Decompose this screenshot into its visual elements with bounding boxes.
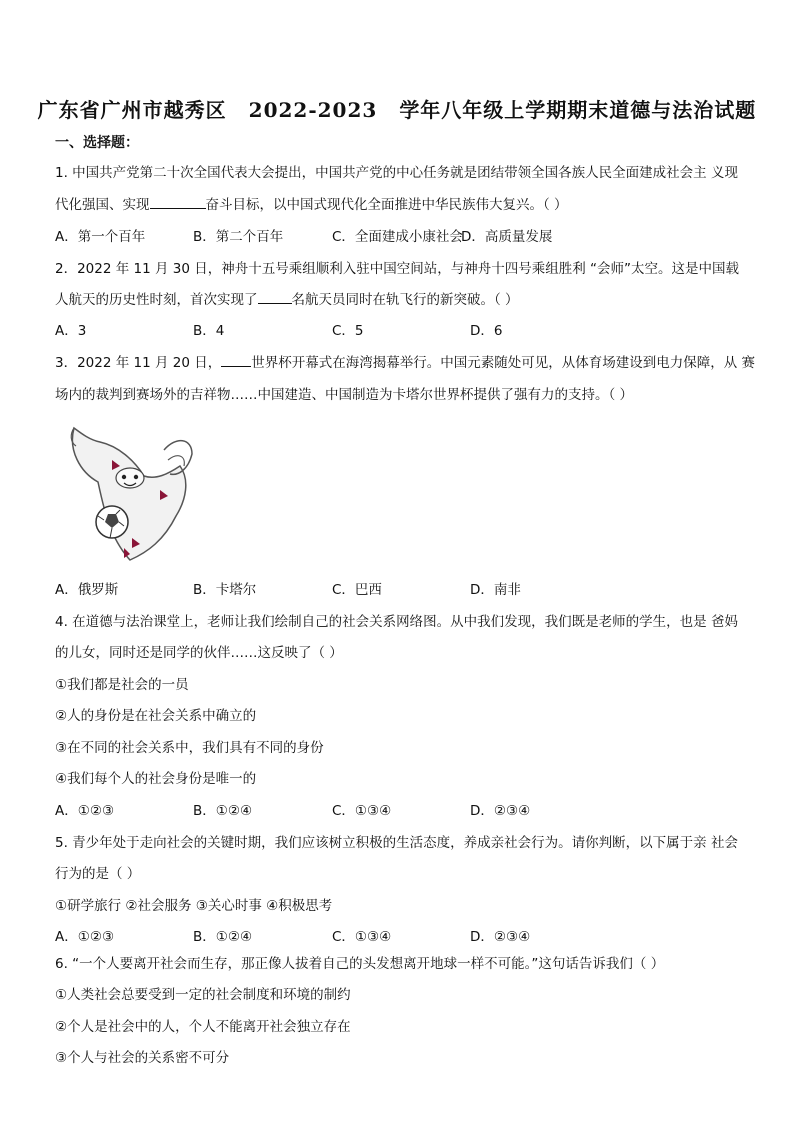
q3-option-a[interactable]: A．俄罗斯 <box>55 582 119 598</box>
page-title <box>0 94 794 123</box>
q1-option-c[interactable]: C．全面建成小康社会 <box>332 229 463 245</box>
q2-option-d[interactable]: D．6 <box>470 323 503 339</box>
q6-line-1: 6. “一个人要离开社会而生存，那正像人拔着自己的头发想离开地球一样不可能。”这句话告诉我们（ ） <box>55 956 665 972</box>
title-region: 广东省广州市越秀区 <box>37 98 227 122</box>
q5-option-b[interactable]: B．①②④ <box>193 929 253 945</box>
q1-text-before-blank: 代化强国、实现 <box>55 197 150 213</box>
q4-line-1: 4. 在道德与法治课堂上，老师让我们绘制自己的社会关系网络图。从中我们发现，我们既是老师的学生，也是 爸妈 <box>55 614 738 630</box>
title-year: 2022-2023 <box>248 98 378 122</box>
q2-option-b[interactable]: B．4 <box>193 323 225 339</box>
q4-options <box>55 802 735 820</box>
q2-line-2 <box>55 291 735 309</box>
q3-text-after-blank: 世界杯开幕式在海湾揭幕举行。中国元素随处可见，从体育场建设到电力保障，从 赛 <box>251 355 756 371</box>
q4-option-a[interactable]: A．①②③ <box>55 803 115 819</box>
q1-line-2 <box>55 196 735 214</box>
q3-option-b[interactable]: B．卡塔尔 <box>193 582 257 598</box>
q4-option-d[interactable]: D．②③④ <box>470 803 531 819</box>
q3-option-c[interactable]: C．巴西 <box>332 582 382 598</box>
q1-option-b[interactable]: B．第二个百年 <box>193 229 284 245</box>
q4-statement-1: ①我们都是社会的一员 <box>55 677 189 693</box>
q2-options <box>55 322 735 340</box>
q5-options <box>55 928 735 946</box>
q4-statement-2: ②人的身份是在社会关系中确立的 <box>55 708 257 724</box>
q2-line-1: 2．2022 年 11 月 30 日，神舟十五号乘组顺利入驻中国空间站，与神舟十四号乘组胜利 “会师”太空。这是中国载 <box>55 261 740 277</box>
q3-option-d[interactable]: D．南非 <box>470 582 521 598</box>
q5-option-a[interactable]: A．①②③ <box>55 929 115 945</box>
q2-option-a[interactable]: A．3 <box>55 323 87 339</box>
q2-blank <box>258 291 292 304</box>
q3-line-2: 场内的裁判到赛场外的吉祥物……中国建造、中国制造为卡塔尔世界杯提供了强有力的支持。（ ） <box>55 387 634 403</box>
q2-option-c[interactable]: C．5 <box>332 323 364 339</box>
section-heading: 一、选择题： <box>55 135 139 151</box>
q5-line-2: 行为的是（ ） <box>55 866 141 882</box>
q4-option-b[interactable]: B．①②④ <box>193 803 253 819</box>
q3-line-1 <box>55 354 756 372</box>
q4-statement-4: ④我们每个人的社会身份是唯一的 <box>55 771 257 787</box>
q1-options <box>55 228 735 246</box>
q6-statement-3: ③个人与社会的关系密不可分 <box>55 1050 230 1066</box>
q1-text-after-blank: 奋斗目标，以中国式现代化全面推进中华民族伟大复兴。（ ） <box>205 197 568 213</box>
q4-line-2: 的儿女，同时还是同学的伙伴……这反映了（ ） <box>55 645 343 661</box>
q3-blank <box>221 354 251 367</box>
q2-text-after-blank: 名航天员同时在轨飞行的新突破。（ ） <box>291 292 519 308</box>
q1-option-d[interactable]: D．高质量发展 <box>461 229 553 245</box>
q4-statement-3: ③在不同的社会关系中，我们具有不同的身份 <box>55 740 324 756</box>
q1-line-1: 1. 中国共产党第二十次全国代表大会提出，中国共产党的中心任务就是团结带领全国各族人民全面建成社会主 义现 <box>55 165 738 181</box>
q1-option-a[interactable]: A．第一个百年 <box>55 229 146 245</box>
q3-options <box>55 581 735 599</box>
q2-text-before-blank: 人航天的历史性时刻，首次实现了 <box>55 292 258 308</box>
laeeb-mascot-icon <box>60 420 200 570</box>
q5-line-1: 5. 青少年处于走向社会的关键时期，我们应该树立积极的生活态度，养成亲社会行为。请你判断，以下属于亲 社会 <box>55 835 738 851</box>
q6-statement-2: ②个人是社会中的人，个人不能离开社会独立存在 <box>55 1019 351 1035</box>
q1-blank <box>150 196 206 209</box>
q3-text-before-blank: 3．2022 年 11 月 20 日， <box>55 355 222 371</box>
title-subject: 学年八年级上学期期末道德与法治试题 <box>399 98 757 122</box>
q6-statement-1: ①人类社会总要受到一定的社会制度和环境的制约 <box>55 987 351 1003</box>
q5-option-d[interactable]: D．②③④ <box>470 929 531 945</box>
q5-statements: ①研学旅行 ②社会服务 ③关心时事 ④积极思考 <box>55 898 333 914</box>
q5-option-c[interactable]: C．①③④ <box>332 929 392 945</box>
q4-option-c[interactable]: C．①③④ <box>332 803 392 819</box>
